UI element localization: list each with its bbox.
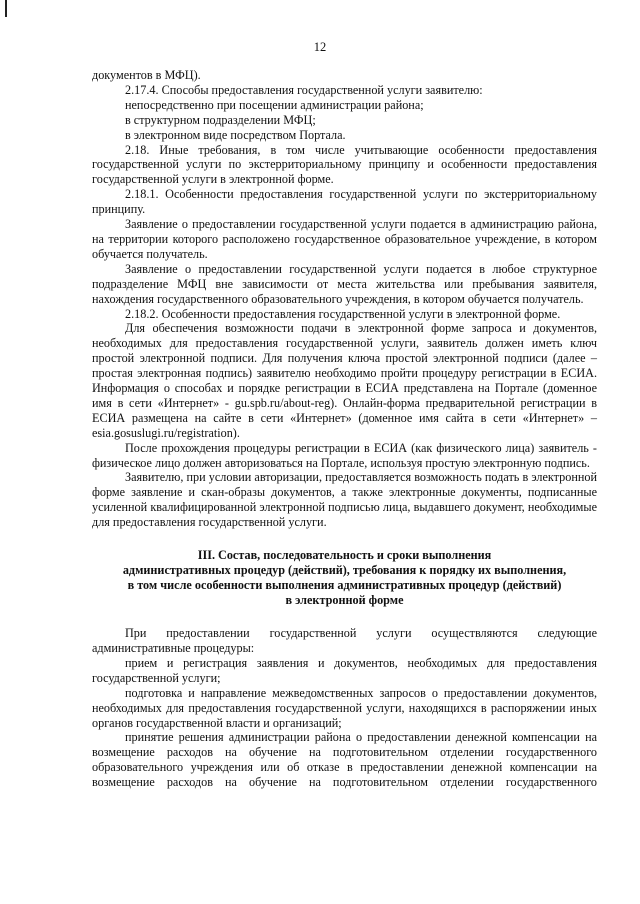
- paragraph: При предоставлении государственной услуги осуществляются следующие административные процедуры:: [92, 626, 597, 655]
- paragraph: прием и регистрация заявления и документов, необходимых для предоставления государственной услуги;: [92, 655, 597, 685]
- page-number: 12: [313, 40, 327, 54]
- scan-edge-mark: [5, 0, 7, 17]
- section-heading: [92, 548, 597, 608]
- section-heading-line: III. Состав, последовательность и сроки выполнения: [197, 548, 492, 563]
- paragraph: После прохождения процедуры регистрации в ЕСИА (как физического лица) заявитель - физическое лицо должен авторизоваться на Портале, используя простую электронную подпись.: [92, 440, 597, 470]
- paragraph: Заявление о предоставлении государственной услуги подается в администрацию района, на территории которого расположено государственное образовательное учреждение, в котором обучается получатель.: [92, 217, 597, 261]
- paragraph: 2.18. Иные требования, в том числе учитывающие особенности предоставления государственной услуги по экстерриториальному принципу и особенности предоставления государственной услуги в электронной форме.: [92, 142, 597, 187]
- paragraph: 2.18.2. Особенности предоставления государственной услуги в электронной форме.: [125, 306, 561, 321]
- paragraph: Заявление о предоставлении государственной услуги подается в любое структурное подразделение МФЦ вне зависимости от места жительства или пребывания заявителя, нахождения государственного образовательного учреждения, в котором обучается получатель.: [92, 261, 597, 306]
- paragraph: документов в МФЦ).: [92, 68, 201, 82]
- paragraph: Заявителю, при условии авторизации, предоставляется возможность подать в электронной форме заявление и скан-образы документов, а также электронные документы, подписанные усиленной квалифицированной электронной подписью лица, выдавшего документ, необходимые для предоставления государственной услуги.: [92, 470, 597, 530]
- paragraph: в электронном виде посредством Портала.: [125, 127, 346, 142]
- section-heading-line: административных процедур (действий), требования к порядку их выполнения,: [122, 563, 567, 578]
- paragraph: подготовка и направление межведомственных запросов о предоставлении документов, необходимых для предоставления государственной услуги, находящихся в распоряжении иных органов государственной власти и организаций;: [92, 685, 597, 730]
- paragraph: 2.17.4. Способы предоставления государственной услуги заявителю:: [125, 82, 483, 97]
- paragraph: непосредственно при посещении администрации района;: [125, 97, 424, 112]
- paragraph: 2.18.1. Особенности предоставления государственной услуги по экстерриториальному принципу.: [92, 187, 597, 217]
- section-heading-line: в том числе особенности выполнения административных процедур (действий): [127, 578, 562, 593]
- paragraph: Для обеспечения возможности подачи в электронной форме запроса и документов, необходимых для предоставления государственной услуги, заявитель должен иметь ключ простой электронной подписи. Для получения ключа простой электронной подписи (далее – простая электронная подпись) заявителю необходимо пройти процедуру регистрации в ЕСИА. Информация о способах и порядке регистрации в ЕСИА представлена на Портале (доменное имя в сети «Интернет» - gu.spb.ru/about-reg). Онлайн-форма предварительной регистрации в ЕСИА размещена на сайте в сети «Интернет» (доменное имя сайта в сети «Интернет» – esia.gosuslugi.ru/registration).: [92, 321, 597, 440]
- section-heading-line: в электронной форме: [285, 593, 404, 608]
- paragraph: принятие решения администрации района о предоставлении денежной компенсации на возмещение расходов на обучение на подготовительном отделении государственного образовательного учреждения или об отказе в предоставлении денежной компенсации на возмещение расходов на обучение на подготовительном отделении государственного: [92, 730, 597, 790]
- document-body: [92, 68, 597, 790]
- paragraph: в структурном подразделении МФЦ;: [125, 112, 316, 127]
